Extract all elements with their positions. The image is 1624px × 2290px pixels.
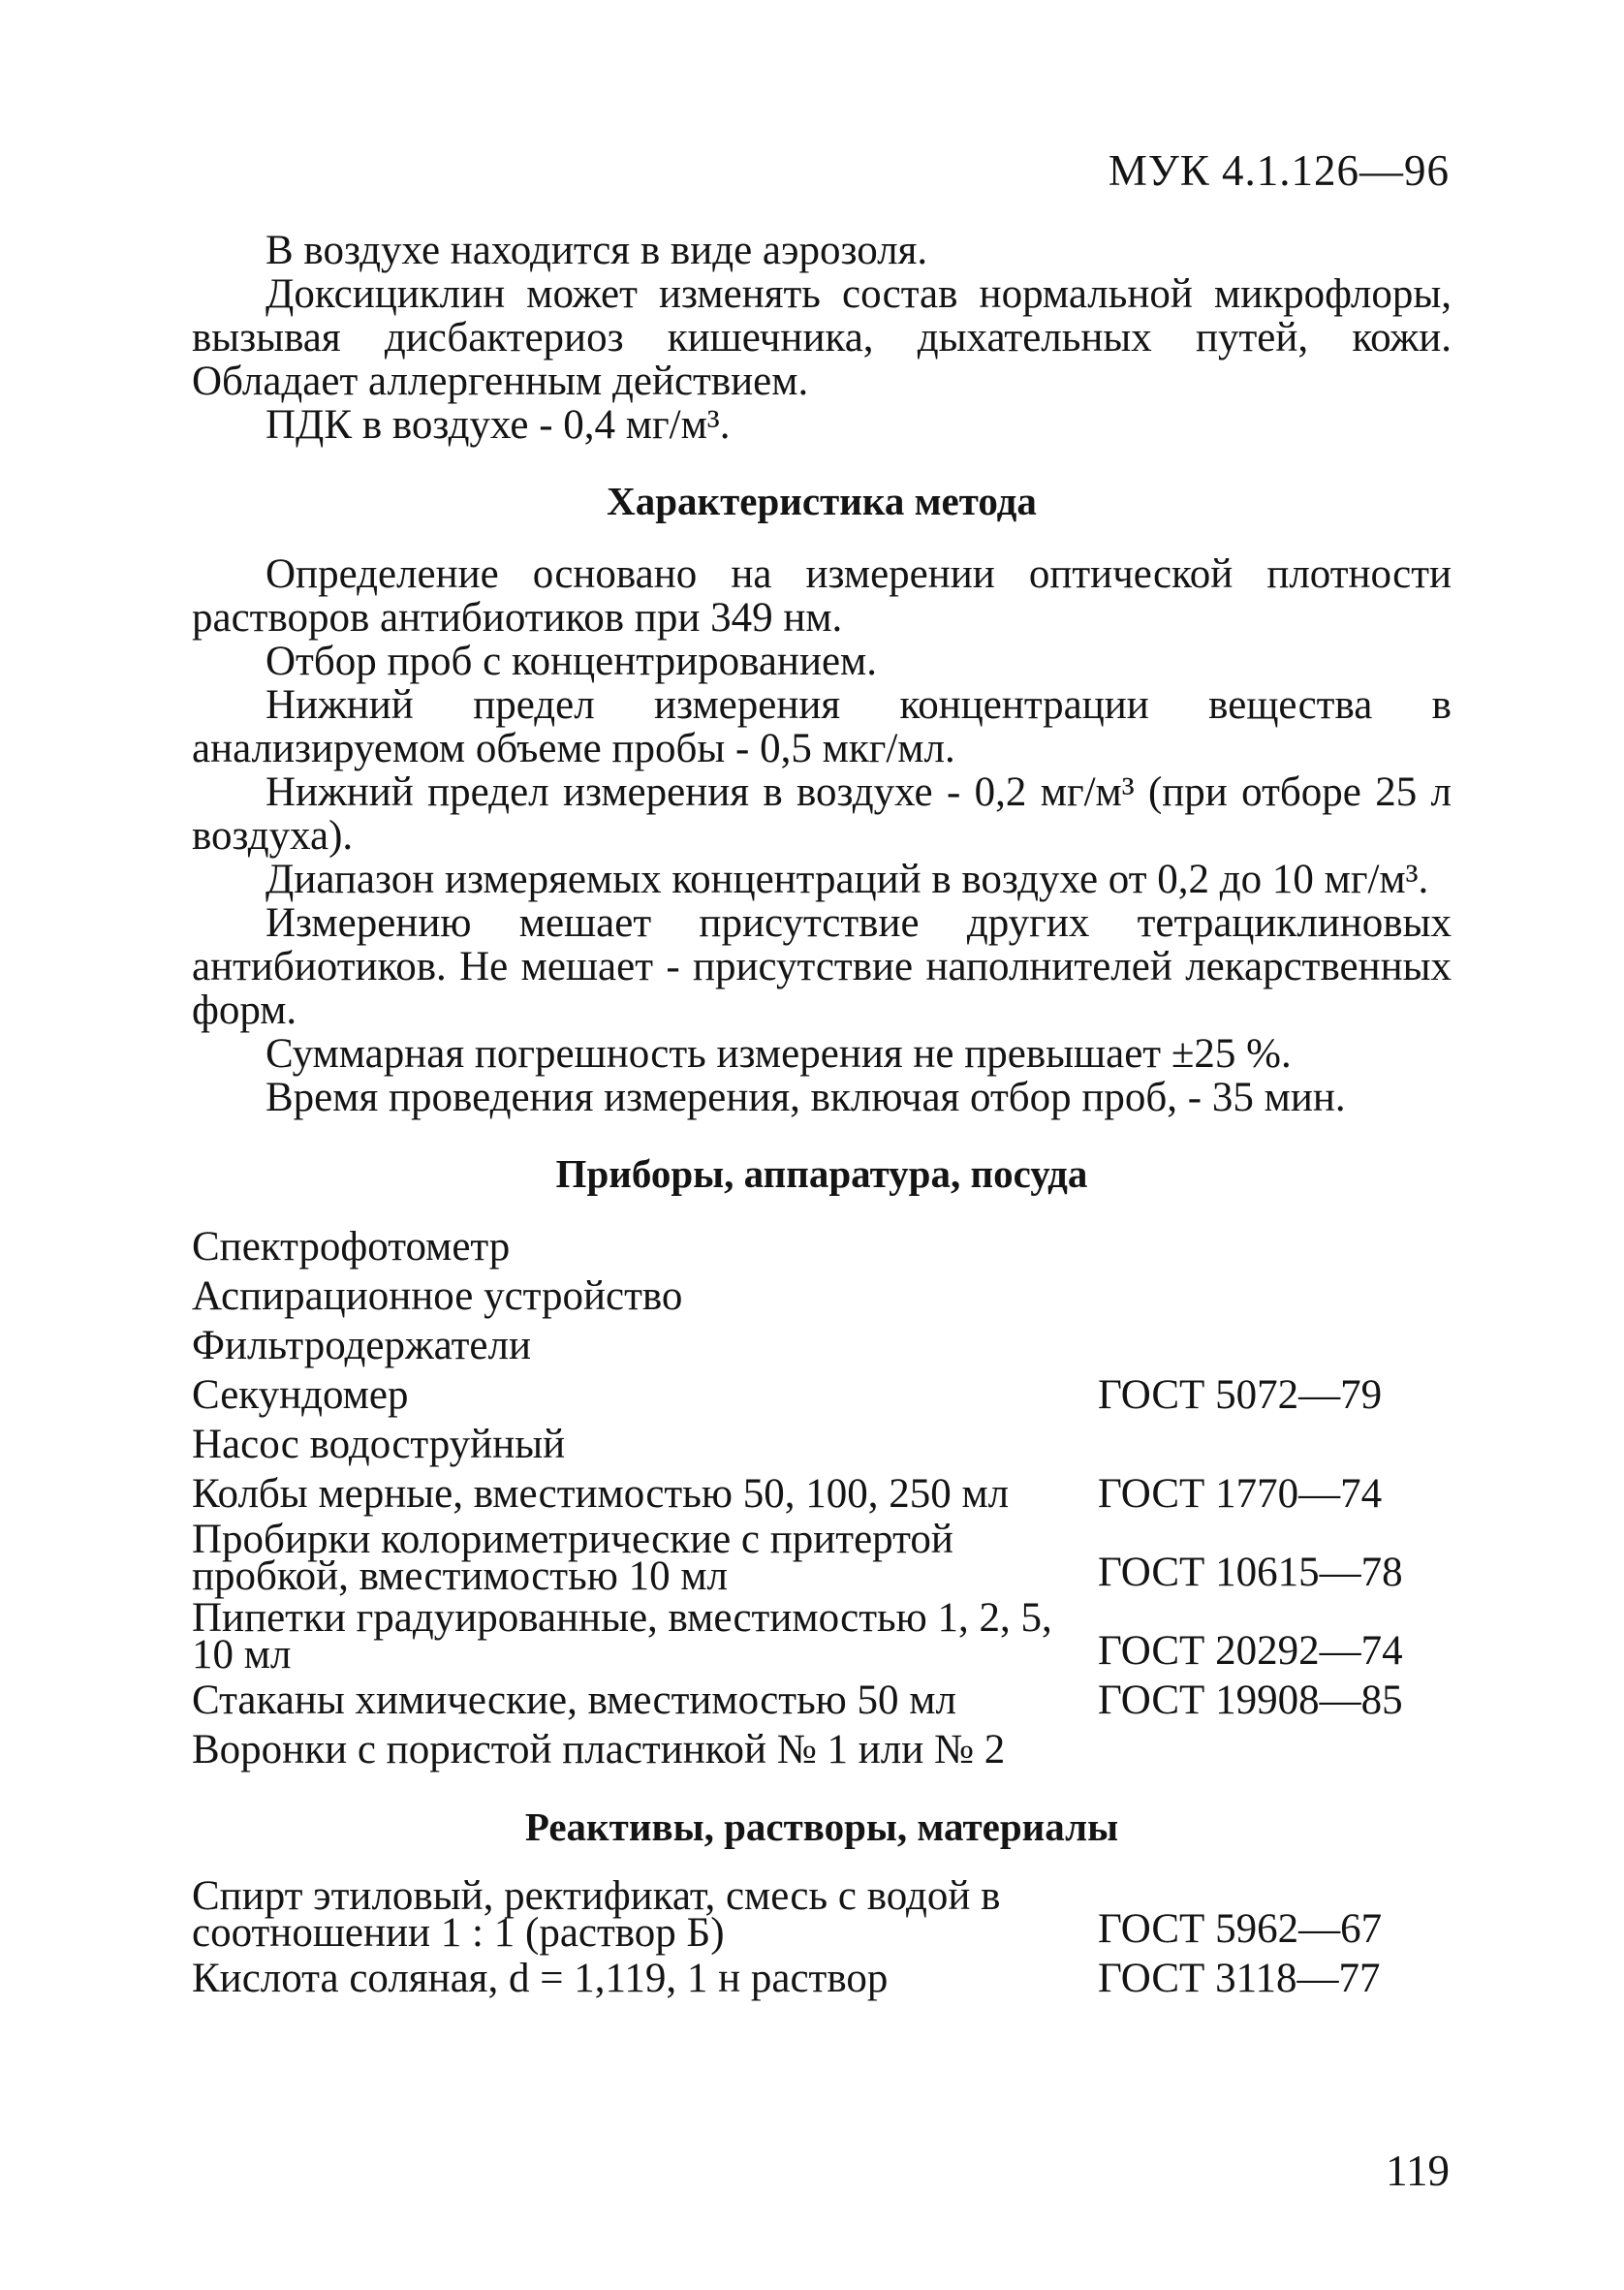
method-paragraph: Диапазон измеряемых концентраций в воздухе от 0,2 до 10 мг/м³.	[265, 857, 1429, 902]
reagent-name: Спирт этиловый, ректификат, смесь с водой в соотношении 1 : 1 (раствор Б)	[192, 1873, 1001, 1956]
equipment-name: Спектрофотометр	[192, 1224, 511, 1270]
equipment-name: Аспирационное устройство	[192, 1273, 683, 1319]
equipment-item	[192, 1225, 1452, 1270]
section-heading-equipment: Приборы, аппаратура, посуда	[555, 1151, 1088, 1196]
page-number: 119	[1386, 2147, 1450, 2195]
intro-paragraph: ПДК в воздухе - 0,4 мг/м³.	[265, 402, 731, 448]
method-paragraph: Нижний предел измерения концентрации вещества в анализируемом объеме пробы - 0,5 мкг/мл.	[192, 682, 1452, 771]
method-paragraph: Время проведения измерения, включая отбор проб, - 35 мин.	[265, 1075, 1346, 1120]
equipment-item	[192, 1423, 1452, 1467]
reagent-name: Кислота соляная, d = 1,119, 1 н раствор	[192, 1956, 889, 2001]
equipment-item	[192, 1595, 1452, 1678]
equipment-name: Насос водоструйный	[192, 1422, 566, 1467]
equipment-standard: ГОСТ 20292—74	[1098, 1628, 1403, 1674]
intro-paragraph: Доксициклин может изменять состав нормальной микрофлоры, вызывая дисбактериоз кишечника, дыхательных путей, кожи. Обладает аллергенным действием.	[192, 271, 1452, 404]
equipment-list	[192, 1225, 1452, 1772]
method-paragraph: Нижний предел измерения в воздухе - 0,2 мг/м³ (при отборе 25 л воздуха).	[192, 769, 1452, 859]
equipment-name: Секундомер	[192, 1372, 409, 1418]
equipment-name: Колбы мерные, вместимостью 50, 100, 250 мл	[192, 1471, 1010, 1517]
equipment-item	[192, 1678, 1452, 1723]
equipment-item	[192, 1324, 1452, 1368]
method-paragraph: Отбор проб с концентрированием.	[265, 639, 877, 684]
equipment-item	[192, 1373, 1452, 1418]
equipment-standard: ГОСТ 19908—85	[1098, 1678, 1403, 1723]
equipment-item	[192, 1472, 1452, 1517]
equipment-name: Фильтродержатели	[192, 1323, 531, 1368]
equipment-standard: ГОСТ 1770—74	[1098, 1471, 1383, 1517]
section-heading-reagents: Реактивы, растворы, материалы	[524, 1804, 1119, 1849]
reagent-item	[192, 1873, 1452, 1956]
method-paragraph: Определение основано на измерении оптической плотности растворов антибиотиков при 349 нм.	[192, 551, 1452, 641]
page-content	[192, 229, 1452, 2006]
reagent-item	[192, 1957, 1452, 2001]
reagent-standard: ГОСТ 5962—67	[1098, 1906, 1383, 1952]
equipment-name: Стаканы химические, вместимостью 50 мл	[192, 1678, 956, 1723]
section-heading-method: Характеристика метода	[607, 479, 1037, 523]
equipment-standard: ГОСТ 5072—79	[1098, 1372, 1383, 1418]
reagents-list	[192, 1873, 1452, 2001]
equipment-name: Воронки с пористой пластинкой № 1 или № 2	[192, 1727, 1006, 1772]
method-paragraph: Измерению мешает присутствие других тетрациклиновых антибиотиков. Не мешает - присутствие наполнителей лекарственных форм.	[192, 900, 1452, 1033]
equipment-item	[192, 1728, 1452, 1772]
reagent-standard: ГОСТ 3118—77	[1098, 1956, 1381, 2001]
equipment-standard: ГОСТ 10615—78	[1098, 1550, 1403, 1595]
intro-paragraph: В воздухе находится в виде аэрозоля.	[265, 228, 928, 273]
document-code: МУК 4.1.126—96	[1108, 146, 1450, 195]
equipment-name: Пробирки колориметрические с притертой пробкой, вместимостью 10 мл	[192, 1517, 953, 1599]
equipment-item	[192, 1517, 1452, 1599]
method-paragraph: Суммарная погрешность измерения не превышает ±25 %.	[265, 1031, 1292, 1077]
equipment-name: Пипетки градуированные, вместимостью 1, 2, 5, 10 мл	[192, 1595, 1052, 1678]
equipment-item	[192, 1274, 1452, 1319]
